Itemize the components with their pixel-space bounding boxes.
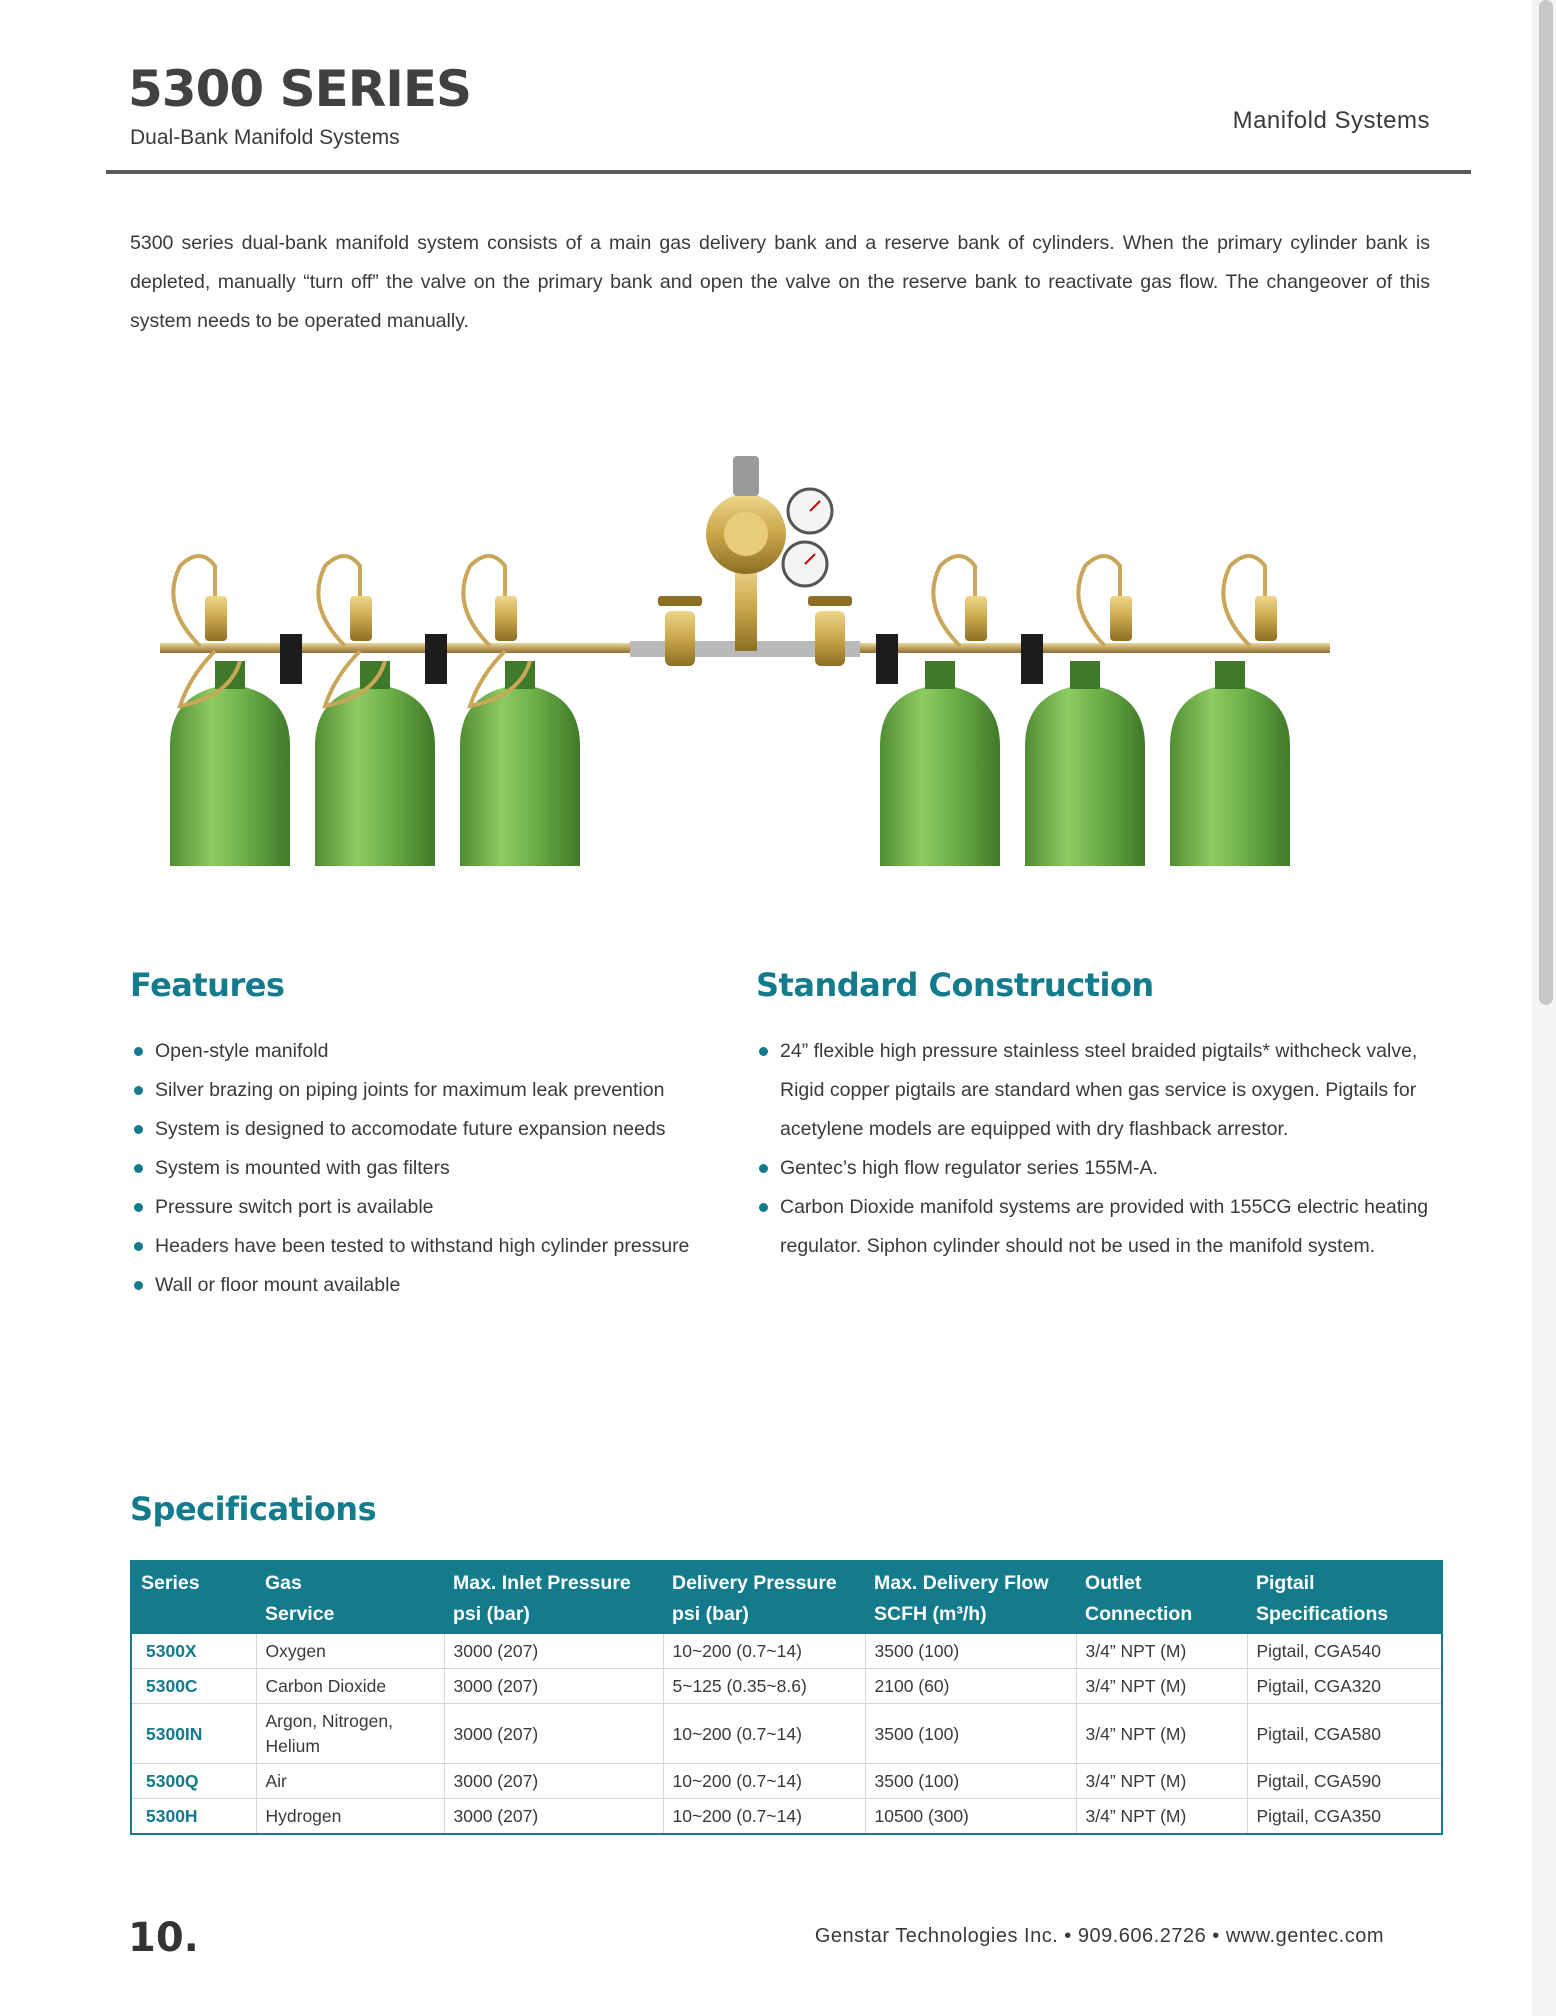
construction-item: Gentec’s high flow regulator series 155M-A. [757,1149,1447,1188]
scrollbar-thumb[interactable] [1539,0,1553,1005]
manifold-system-image [160,446,1350,866]
cylinder-bank-left [170,661,580,866]
page-title: 5300 SERIES [128,60,472,118]
construction-item: Carbon Dioxide manifold systems are provided with 155CG electric heating regulator. Siphon cylinder should not be used in the manifold system. [757,1188,1447,1266]
series-cell: 5300H [146,1806,198,1826]
feature-item: Pressure switch port is available [132,1188,732,1227]
column-header: Gas Service [256,1561,444,1634]
page-subtitle: Dual-Bank Manifold Systems [130,126,400,149]
column-header: Max. Inlet Pressure psi (bar) [444,1561,663,1634]
header-divider [106,170,1471,174]
construction-list [757,1032,1447,1266]
column-header: Pigtail Specifications [1247,1561,1442,1634]
construction-heading: Standard Construction [756,966,1154,1004]
page-number: 10. [128,1915,199,1961]
column-header: Series [131,1561,256,1634]
specifications-table [130,1560,1443,1835]
series-cell: 5300IN [131,1704,256,1764]
inlet-cell: 3000 (207) [444,1704,663,1764]
table-row [131,1799,1442,1835]
flow-cell: 3500 (100) [865,1764,1076,1799]
delivery-cell: 10~200 (0.7~14) [663,1799,865,1835]
outlet-cell: 3/4” NPT (M) [1076,1634,1247,1669]
feature-item: Headers have been tested to withstand high cylinder pressure [132,1227,732,1266]
delivery-cell: 10~200 (0.7~14) [663,1704,865,1764]
inlet-cell: 3000 (207) [444,1799,663,1835]
gas-cell: Air [256,1764,444,1799]
delivery-cell: 10~200 (0.7~14) [663,1634,865,1669]
inlet-cell: 3000 (207) [444,1669,663,1704]
delivery-cell: 10~200 (0.7~14) [663,1764,865,1799]
features-list [132,1032,732,1305]
regulator-assembly [630,456,860,666]
gas-cell: Oxygen [256,1634,444,1669]
flow-cell: 3500 (100) [865,1704,1076,1764]
feature-item: System is designed to accomodate future expansion needs [132,1110,732,1149]
pigtail-cell: Pigtail, CGA540 [1247,1634,1442,1669]
gas-cell: Carbon Dioxide [256,1669,444,1704]
column-header: Max. Delivery Flow SCFH (m³/h) [865,1561,1076,1634]
construction-item: 24” flexible high pressure stainless steel braided pigtails* withcheck valve, Rigid copper pigtails are standard when gas service is oxygen. Pigtails for acetylene models are equipped with dry flashback arrestor. [757,1032,1447,1149]
gas-cell: Argon, Nitrogen, Helium [256,1704,444,1764]
outlet-cell: 3/4” NPT (M) [1076,1669,1247,1704]
cylinder-bank-right [880,661,1290,866]
series-cell: 5300C [131,1669,256,1704]
pigtail-cell: Pigtail, CGA350 [1247,1799,1442,1835]
pigtail-cell: Pigtail, CGA580 [1247,1704,1442,1764]
column-header: Outlet Connection [1076,1561,1247,1634]
feature-item: System is mounted with gas filters [132,1149,732,1188]
outlet-cell: 3/4” NPT (M) [1076,1764,1247,1799]
feature-item: Wall or floor mount available [132,1266,732,1305]
flow-cell: 10500 (300) [865,1799,1076,1835]
features-heading: Features [130,966,285,1004]
delivery-cell: 5~125 (0.35~8.6) [663,1669,865,1704]
flow-cell: 3500 (100) [865,1634,1076,1669]
scrollbar[interactable] [1532,0,1556,2016]
table-header-row [131,1561,1442,1634]
outlet-cell: 3/4” NPT (M) [1076,1799,1247,1835]
gas-cell: Hydrogen [256,1799,444,1835]
outlet-cell: 3/4” NPT (M) [1076,1704,1247,1764]
pigtail-cell: Pigtail, CGA590 [1247,1764,1442,1799]
series-cell: 5300X [131,1634,256,1669]
feature-item: Silver brazing on piping joints for maximum leak prevention [132,1071,732,1110]
series-cell: 5300Q [131,1764,256,1799]
feature-item: Open-style manifold [132,1032,732,1071]
specifications-heading: Specifications [130,1490,377,1528]
table-row [131,1764,1442,1799]
table-row [131,1704,1442,1764]
footer-contact: Genstar Technologies Inc. • 909.606.2726 • www.gentec.com [814,1925,1384,1947]
intro-paragraph: 5300 series dual-bank manifold system consists of a main gas delivery bank and a reserve bank of cylinders. When the primary cylinder bank is depleted, manually “turn off” the valve on the primary bank and open the valve on the reserve bank to reactivate gas flow. The changeover of this system needs to be operated manually. [130,232,1430,332]
pigtail-cell: Pigtail, CGA320 [1247,1669,1442,1704]
inlet-cell: 3000 (207) [444,1764,663,1799]
table-row [131,1634,1442,1669]
table-row [131,1669,1442,1704]
inlet-cell: 3000 (207) [444,1634,663,1669]
column-header: Delivery Pressure psi (bar) [663,1561,865,1634]
flow-cell: 2100 (60) [865,1669,1076,1704]
pigtails [173,556,1265,706]
section-label: Manifold Systems [1232,107,1430,134]
